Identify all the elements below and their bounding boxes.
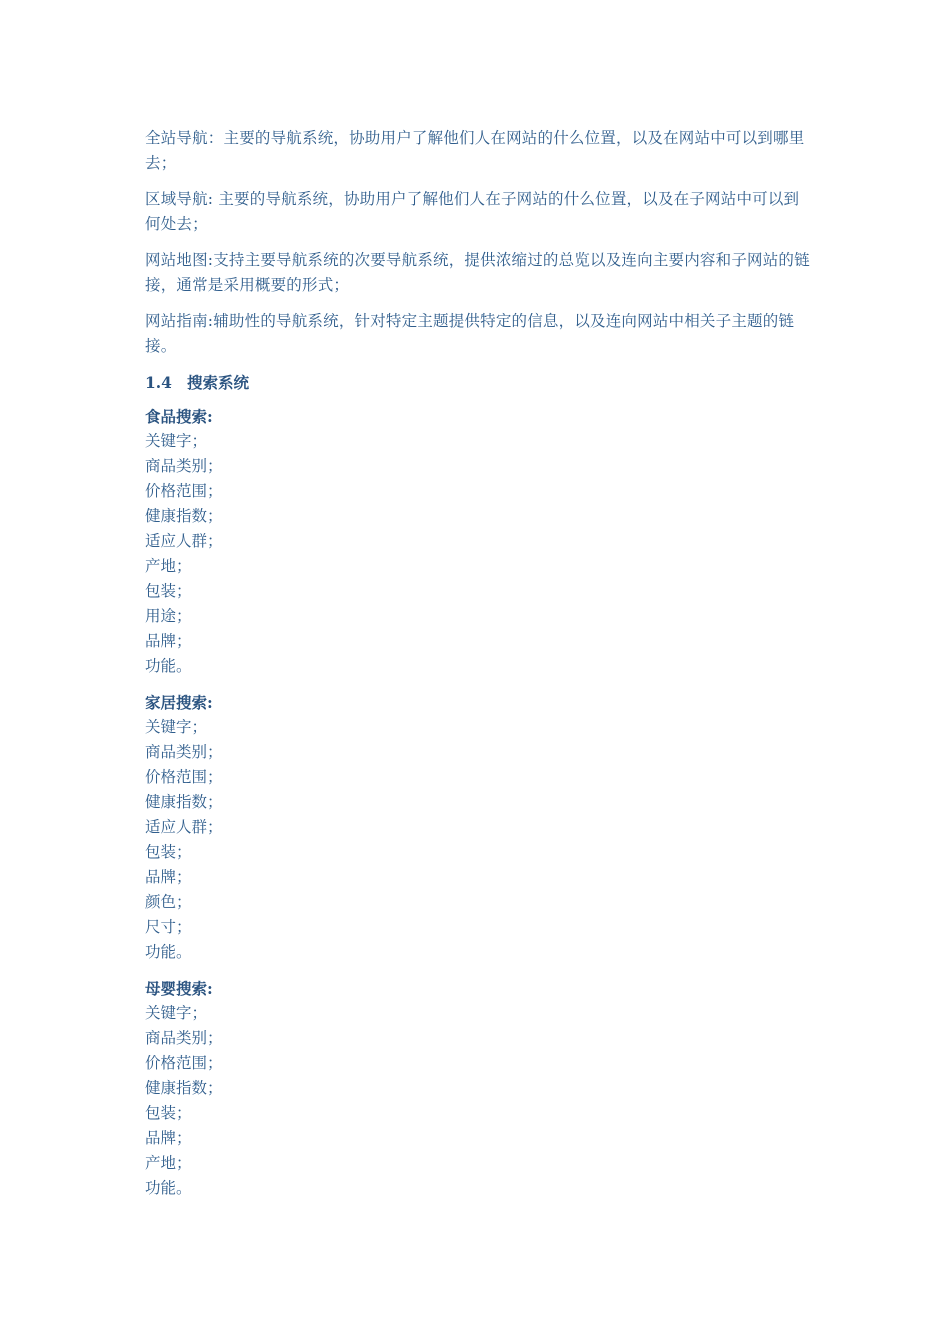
paragraph-local-navigation: 区域导航: 主要的导航系统，协助用户了解他们人在子网站的什么位置，以及在子网站中可以到何处去； xyxy=(145,190,800,233)
list-item: 商品类别； xyxy=(145,743,223,761)
list-item: 商品类别； xyxy=(145,457,223,475)
food-search-group xyxy=(145,404,810,679)
list-item: 商品类别； xyxy=(145,1029,223,1047)
document-page xyxy=(145,126,810,1212)
list-item: 价格范围； xyxy=(145,768,223,786)
list-item: 尺寸； xyxy=(145,918,192,936)
list-item: 健康指数； xyxy=(145,793,223,811)
list-item: 产地； xyxy=(145,557,192,575)
list-item: 品牌； xyxy=(145,868,192,886)
section-heading xyxy=(145,370,810,395)
list-item: 关键字； xyxy=(145,718,208,736)
list-item: 品牌； xyxy=(145,1129,192,1147)
search-groups xyxy=(145,404,810,1201)
list-item: 功能。 xyxy=(145,657,192,675)
list-item: 包装； xyxy=(145,843,192,861)
group-title: 食品搜索: xyxy=(145,407,213,426)
list-item: 健康指数； xyxy=(145,1079,223,1097)
paragraph-global-navigation: 全站导航：主要的导航系统，协助用户了解他们人在网站的什么位置，以及在网站中可以到哪里去； xyxy=(145,129,805,172)
group-title: 家居搜索: xyxy=(145,693,213,712)
list-item: 包装； xyxy=(145,582,192,600)
paragraph-sitemap: 网站地图:支持主要导航系统的次要导航系统，提供浓缩过的总览以及连向主要内容和子网站的链接，通常是采用概要的形式； xyxy=(145,251,810,294)
list-item: 颜色； xyxy=(145,893,192,911)
list-item: 适应人群； xyxy=(145,818,223,836)
list-item: 适应人群； xyxy=(145,532,223,550)
list-item: 功能。 xyxy=(145,943,192,961)
list-item: 产地； xyxy=(145,1154,192,1172)
list-item: 价格范围； xyxy=(145,1054,223,1072)
list-item: 包装； xyxy=(145,1104,192,1122)
group-title: 母婴搜索: xyxy=(145,979,213,998)
list-item: 用途； xyxy=(145,607,192,625)
section-number: 1.4 xyxy=(145,373,172,392)
paragraph-site-guide: 网站指南:辅助性的导航系统，针对特定主题提供特定的信息，以及连向网站中相关子主题的链接。 xyxy=(145,312,795,355)
list-item: 关键字； xyxy=(145,432,208,450)
home-search-group xyxy=(145,690,810,965)
list-item: 品牌； xyxy=(145,632,192,650)
list-item: 功能。 xyxy=(145,1179,192,1197)
section-title: 搜索系统 xyxy=(187,373,250,392)
maternal-baby-search-group xyxy=(145,976,810,1201)
list-item: 健康指数； xyxy=(145,507,223,525)
list-item: 关键字； xyxy=(145,1004,208,1022)
list-item: 价格范围； xyxy=(145,482,223,500)
